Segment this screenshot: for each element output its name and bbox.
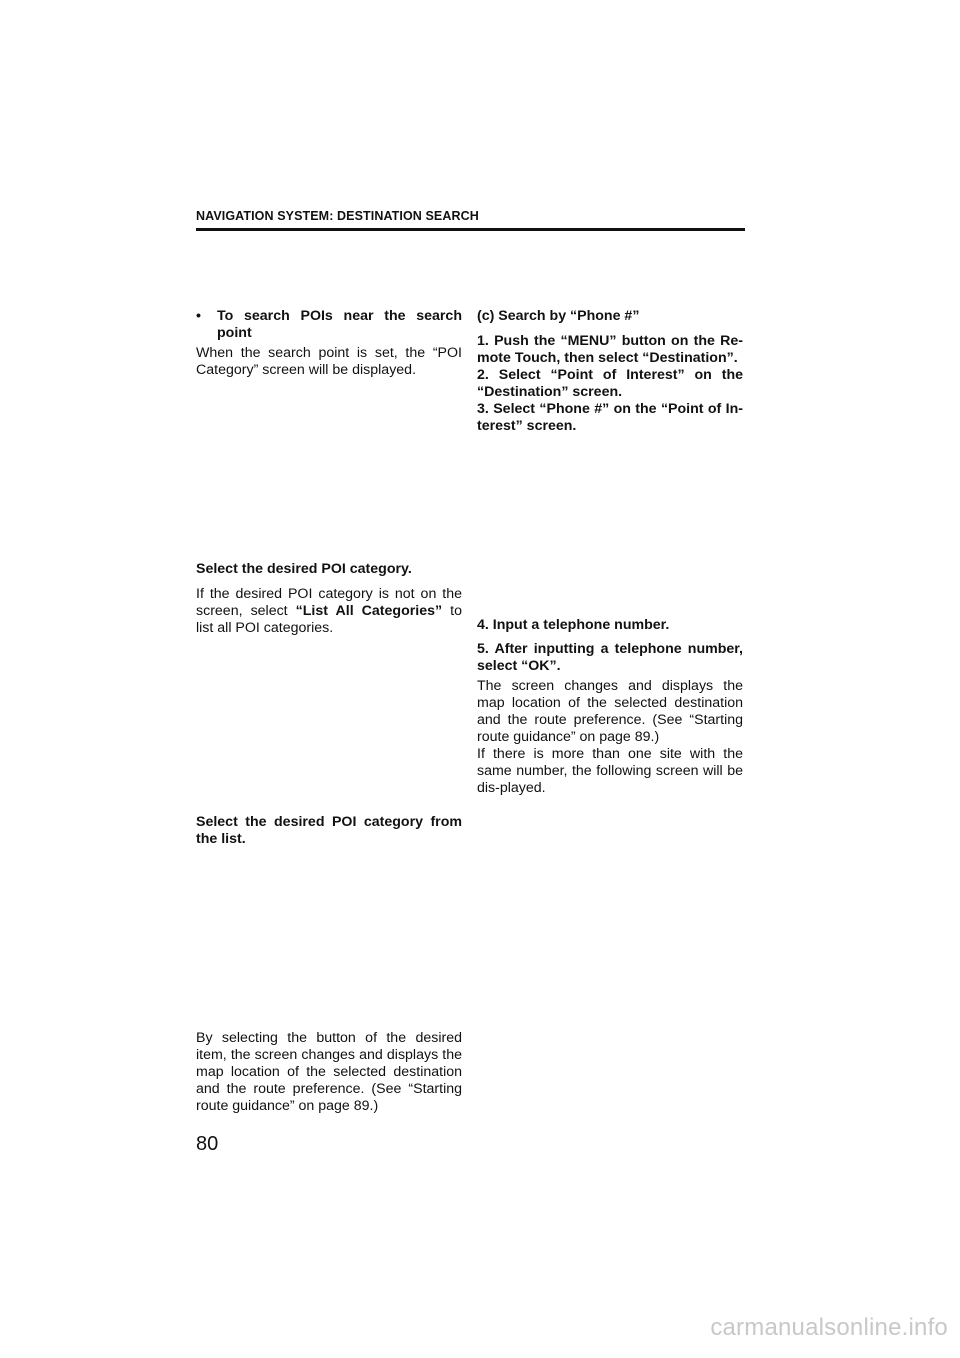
left-step-1: Select the desired POI category. — [196, 561, 412, 577]
right-step-4: 4. Input a telephone number. — [477, 617, 670, 633]
page-header — [196, 209, 745, 231]
left-paragraph-3: By selecting the button of the desired item, the screen changes and displays the map location of the selected destination and the route preference. (See “Starting route guidance” on page 89.) — [196, 1030, 462, 1114]
right-paragraph-1: The screen changes and displays the map location of the selected destination and the route preference. (See “Starting route guidance” on page 89.) — [477, 678, 743, 745]
section-heading: (c) Search by “Phone #” — [477, 308, 640, 324]
right-paragraph-2: If there is more than one site with the same number, the following screen will be dis-played. — [477, 746, 743, 796]
list-all-categories-label: “List All Categories” — [295, 603, 443, 619]
left-step-2: Select the desired POI category from the list. — [196, 814, 462, 847]
left-paragraph-1: When the search point is set, the “POI Category” screen will be displayed. — [196, 345, 462, 378]
watermark: carmanualsonline.info — [710, 1314, 948, 1341]
right-step-3: 3. Select “Phone #” on the “Point of In-terest” screen. — [477, 401, 743, 434]
bullet-heading-text: To search POIs near the search point — [217, 308, 462, 341]
header-rule — [196, 228, 745, 231]
left-paragraph-2-after: to list all POI categories. — [196, 603, 462, 636]
bullet-icon: • — [196, 308, 201, 324]
right-step-5: 5. After inputting a telephone number, select “OK”. — [477, 641, 743, 674]
bullet-heading — [196, 308, 462, 342]
page-number: 80 — [196, 1133, 219, 1155]
left-paragraph-2-before: If the desired POI category is not on the screen, select — [196, 586, 462, 619]
header-title: NAVIGATION SYSTEM: DESTINATION SEARCH — [196, 209, 479, 223]
right-step-1: 1. Push the “MENU” button on the Re-mote Touch, then select “Destination”. — [477, 333, 743, 366]
right-step-2: 2. Select “Point of Interest” on the “Destination” screen. — [477, 367, 743, 400]
left-paragraph-2 — [196, 586, 462, 637]
